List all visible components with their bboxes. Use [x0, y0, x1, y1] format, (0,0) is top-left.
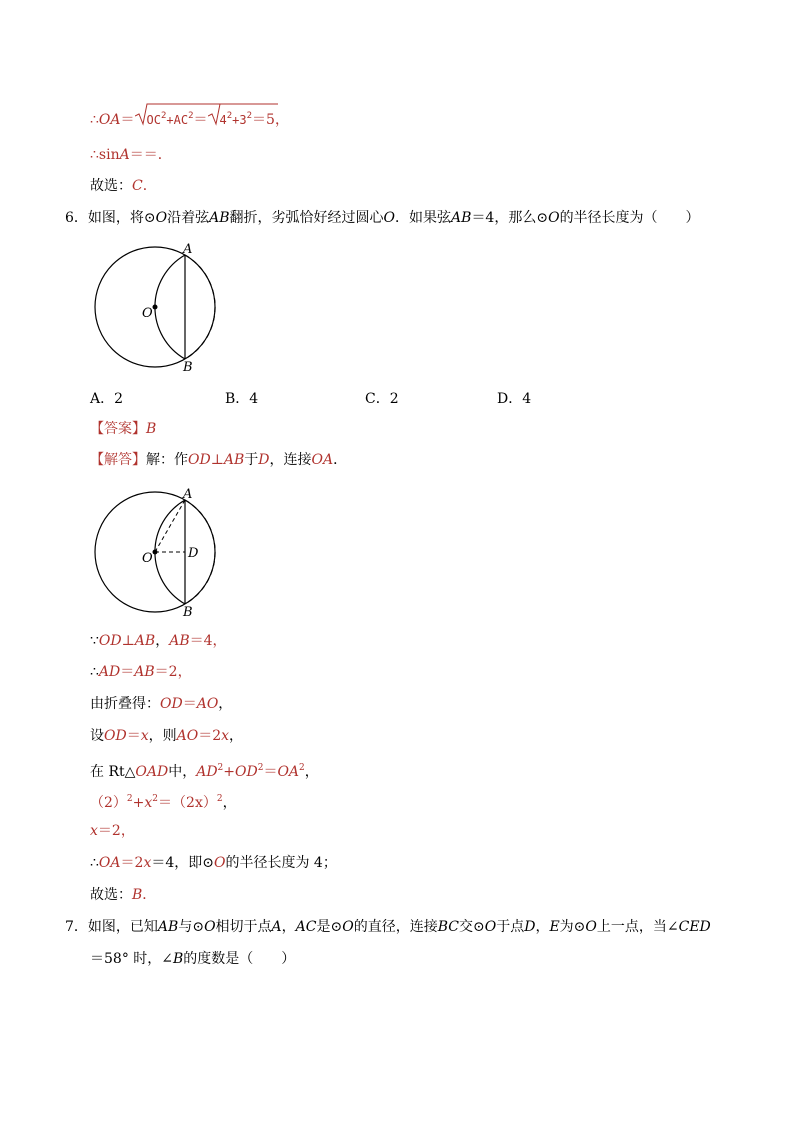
- question-number: 7．: [65, 919, 88, 935]
- choose-line: [90, 176, 157, 196]
- option-c[interactable]: C．2: [365, 391, 399, 407]
- let-label: 设: [90, 728, 104, 744]
- comma: ，: [155, 633, 170, 649]
- equals-sign: ＝: [182, 696, 197, 712]
- sina-value: ＝＝．: [129, 147, 172, 163]
- var-ced: CED: [678, 919, 711, 935]
- exp: 2: [126, 794, 133, 804]
- comma: ，: [218, 696, 233, 712]
- var-x: x: [90, 823, 98, 839]
- q7-text: 上一点，当∠: [596, 919, 679, 935]
- var-o: O: [342, 919, 354, 935]
- q6-text: ．如果弦: [395, 210, 452, 226]
- sqrt-4-3: [208, 106, 253, 130]
- var-oa: OA: [311, 452, 334, 468]
- var-x: x: [221, 728, 230, 744]
- var-ab: AB: [451, 210, 472, 226]
- var-e: E: [549, 919, 560, 935]
- figure-folded-circle: [85, 235, 235, 375]
- answer-tag: 【答案】: [90, 421, 146, 437]
- folded-arc: [155, 255, 185, 359]
- var-o: O: [155, 210, 168, 226]
- option-b[interactable]: B．4: [225, 391, 259, 407]
- var-ao: AO: [196, 696, 219, 712]
- exp: 2: [160, 111, 167, 121]
- equals-sign: ＝: [126, 728, 141, 744]
- q6-text: 沿着弦: [167, 210, 210, 226]
- sol-text: ＝4，即⊙: [151, 855, 214, 871]
- sol-line-7: [90, 821, 135, 841]
- sol-line-6: [90, 789, 237, 813]
- q7-text: 是⊙: [316, 919, 343, 935]
- var-o: O: [204, 919, 216, 935]
- q7-text: 交⊙: [458, 919, 485, 935]
- value: ＝2，: [97, 823, 135, 839]
- sol-text: 的半径长度为 4；: [225, 855, 337, 871]
- var-d: D: [258, 452, 270, 468]
- figure-solution: [85, 480, 235, 620]
- var-o: O: [484, 919, 497, 935]
- q7-text: 于点: [496, 919, 525, 935]
- var-oa: OA: [98, 112, 121, 128]
- term: ＝（2x）: [158, 795, 217, 811]
- therefore-symbol: ∴: [90, 112, 99, 128]
- var-od: OD: [104, 728, 127, 744]
- var-o: O: [383, 210, 396, 226]
- question-7-line-2: [90, 949, 295, 969]
- var-ab: AB: [209, 210, 230, 226]
- because-symbol: ∵: [90, 633, 99, 649]
- var-x: x: [143, 855, 152, 871]
- label-o: O: [142, 551, 153, 566]
- radical-sign-icon: [208, 102, 278, 126]
- exp: 2: [226, 111, 233, 121]
- q6-text: 的半径长度为（ ）: [559, 210, 700, 226]
- sol-text: 于: [244, 452, 259, 468]
- dashed-arc: [185, 255, 215, 359]
- sol-line-1: [90, 631, 227, 651]
- var-od: OD: [160, 696, 183, 712]
- value: ＝2，: [154, 664, 192, 680]
- var-ab: AB: [134, 633, 156, 649]
- sol-text: ，连接: [269, 452, 312, 468]
- q7-text: 与⊙: [178, 919, 205, 935]
- var-oa: OA: [277, 764, 300, 780]
- equals-sign: ＝: [120, 664, 135, 680]
- sol-text: 解：作: [146, 452, 188, 468]
- label-b: B: [183, 605, 193, 620]
- perp-symbol: ⊥: [210, 452, 224, 468]
- var-od: OD: [235, 764, 258, 780]
- choose-label: 故选：: [90, 178, 132, 194]
- var-a: A: [271, 919, 282, 935]
- comma: ，: [304, 764, 319, 780]
- q7-text: 相切于点: [215, 919, 272, 935]
- answer-value: B: [146, 421, 157, 437]
- q7-text: ，: [281, 919, 296, 935]
- value: ＝4，: [189, 633, 227, 649]
- then-label: ，则: [148, 728, 177, 744]
- center-point: [153, 550, 158, 555]
- exp: 2: [216, 794, 223, 804]
- exp: 2: [152, 794, 159, 804]
- comma: ，: [229, 728, 244, 744]
- therefore-symbol: ∴: [90, 855, 99, 871]
- var-b: B: [173, 951, 184, 967]
- equals-sign: ＝: [263, 764, 278, 780]
- exp: 2: [299, 763, 305, 773]
- q7-text: 的度数是（ ）: [183, 951, 296, 967]
- rad-oc: OC: [146, 113, 161, 127]
- var-ao: AO: [176, 728, 199, 744]
- var-d: D: [524, 919, 536, 935]
- value: ＝2: [198, 728, 222, 744]
- sqrt-oc-ac: [135, 106, 194, 130]
- exp: 2: [246, 111, 253, 121]
- question-6-stem: [65, 208, 700, 228]
- option-a[interactable]: A．2: [90, 391, 124, 407]
- var-ab: AB: [169, 633, 190, 649]
- comma: ，: [222, 795, 237, 811]
- period: ．: [142, 178, 157, 194]
- q6-text: 如图，将⊙: [87, 210, 156, 226]
- solution-intro: [90, 450, 347, 470]
- var-oad: OAD: [135, 764, 169, 780]
- center-point: [153, 305, 158, 310]
- therefore-symbol: ∴: [90, 664, 99, 680]
- q7-text: ＝58° 时，∠: [90, 951, 173, 967]
- var-x: x: [144, 795, 153, 811]
- sol-line-9: [90, 885, 156, 905]
- sol-line-8: [90, 853, 337, 873]
- perp-symbol: ⊥: [121, 633, 135, 649]
- var-ab: AB: [134, 664, 155, 680]
- var-bc: BC: [437, 919, 459, 935]
- period: ．: [142, 887, 157, 903]
- question-number: 6．: [65, 210, 88, 226]
- question-7-line-1: [65, 917, 711, 937]
- sina-prefix: ∴sin: [90, 147, 120, 163]
- q7-text: 如图，已知: [87, 919, 158, 935]
- sol-line-5: [90, 758, 319, 782]
- label-d: D: [188, 546, 199, 561]
- var-od: OD: [98, 633, 122, 649]
- result-5: ＝5，: [252, 112, 289, 128]
- sol-line-4: [90, 726, 243, 746]
- sol-text: 中，: [168, 764, 197, 780]
- choose-label: 故选：: [90, 887, 132, 903]
- var-o: O: [585, 919, 597, 935]
- value: ＝2: [120, 855, 144, 871]
- var-o: O: [213, 855, 226, 871]
- label-o: O: [142, 306, 153, 321]
- var-ad: AD: [196, 764, 218, 780]
- fold-label: 由折叠得：: [90, 696, 160, 712]
- in-rt-label: 在 Rt△: [90, 764, 136, 780]
- label-b: B: [183, 360, 193, 375]
- answer-line: [90, 419, 156, 439]
- sol-line-3: [90, 694, 232, 714]
- option-d[interactable]: D．4: [497, 391, 532, 407]
- step-sina: [90, 145, 172, 165]
- rad-3: +3: [232, 113, 247, 127]
- equals-sign: ＝: [193, 112, 208, 128]
- var-x: x: [140, 728, 149, 744]
- var-oa: OA: [98, 855, 121, 871]
- term: （2）: [90, 795, 127, 811]
- plus: +: [132, 795, 145, 811]
- plus: +: [223, 764, 236, 780]
- q6-text: ＝4，那么⊙: [471, 210, 549, 226]
- label-a: A: [183, 487, 193, 502]
- choose-answer: C: [132, 178, 143, 194]
- var-ab: AB: [223, 452, 245, 468]
- q7-text: ，: [535, 919, 550, 935]
- q7-text: 的直径，连接: [353, 919, 438, 935]
- label-a: A: [183, 242, 193, 257]
- q7-text: 为⊙: [559, 919, 586, 935]
- var-ab: AB: [157, 919, 179, 935]
- var-od: OD: [188, 452, 211, 468]
- exp: 2: [188, 111, 194, 121]
- step-oa-pythagoras: [90, 106, 289, 130]
- exp: 2: [257, 763, 264, 773]
- choose-answer: B: [132, 887, 143, 903]
- equals-sign: ＝: [120, 112, 135, 128]
- sol-text: ．: [333, 452, 348, 468]
- sol-line-2: [90, 662, 192, 682]
- solution-tag: 【解答】: [90, 452, 146, 468]
- var-ac: AC: [295, 919, 317, 935]
- var-o: O: [548, 210, 560, 226]
- rad-ac: +AC: [166, 113, 189, 127]
- exp: 2: [217, 763, 224, 773]
- segment-oa: [155, 500, 185, 552]
- var-a: A: [119, 147, 130, 163]
- var-ad: AD: [98, 664, 121, 680]
- rad-4: 4: [219, 113, 227, 127]
- q6-text: 翻折，劣弧恰好经过圆心: [229, 210, 384, 226]
